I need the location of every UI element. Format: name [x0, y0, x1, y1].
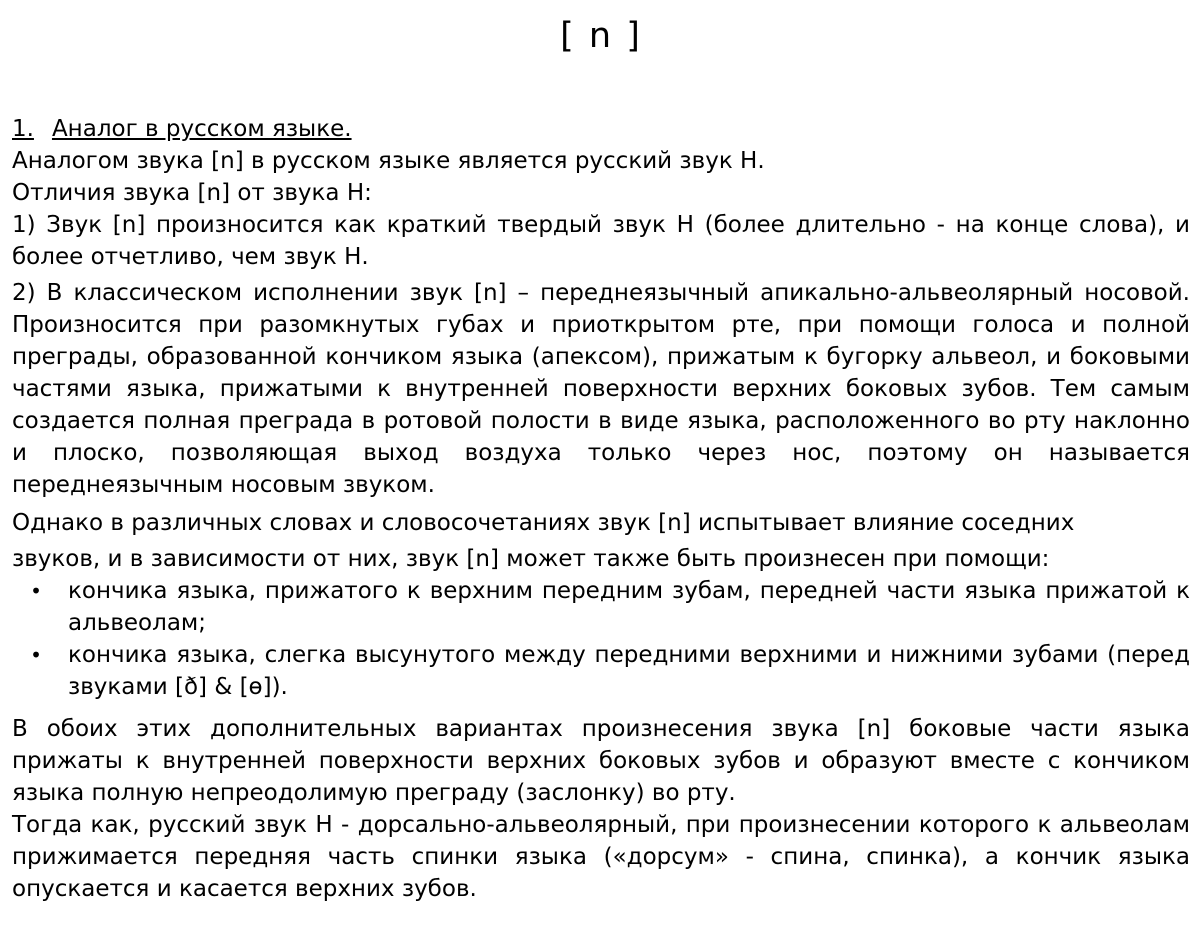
paragraph-variants-line-2: звуков, и в зависимости от них, звук [n] может также быть произнесен при помощи: [12, 546, 1050, 572]
list-item-text: кончика языка, слегка высунутого между передними верхними и нижними зубами (перед звуками [ð] & [ɵ]). [68, 642, 1190, 700]
list-item [12, 575, 1190, 639]
paragraph-analog: Аналогом звука [n] в русском языке является русский звук Н. [12, 148, 765, 174]
paragraph-additional-variants: В обоих этих дополнительных вариантах произнесения звука [n] боковые части языка прижаты к внутренней поверхности верхних боковых зубов и образуют вместе с кончиком языка полную непреодолимую преграду (заслонку) во рту. [12, 716, 1190, 806]
paragraph-russian-comparison: Тогда как, русский звук Н - дорсально-альвеолярный, при произнесении которого к альвеолам прижимается передняя часть спинки языка («дорсум» - спина, спинка), а кончик языка опускается и касается верхних зубов. [12, 812, 1190, 902]
document-page [12, 0, 1190, 946]
section-heading [12, 113, 1190, 145]
paragraph-difference-1: 1) Звук [n] произносится как краткий твердый звук Н (более длительно - на конце слова), и более отчетливо, чем звук Н. [12, 212, 1190, 270]
paragraph-variants-line-1: Однако в различных словах и словосочетаниях звук [n] испытывает влияние соседних [12, 510, 1075, 536]
variants-list [12, 575, 1190, 703]
paragraph-differences-intro: Отличия звука [n] от звука Н: [12, 180, 372, 206]
bullet-icon: • [30, 579, 42, 603]
section-number: 1. [12, 116, 34, 142]
paragraph-difference-2: 2) В классическом исполнении звук [n] – переднеязычный апикально-альвеолярный носовой. Произносится при разомкнутых губах и приоткрытом рте, при помощи голоса и полной преграды, образованной кончиком языка (апексом), прижатым к бугорку альвеол, и боковыми частями языка, прижатыми к внутренней поверхности верхних боковых зубов. Тем самым создается полная преграда в ротовой полости в виде языка, расположенного во рту наклонно и плоско, позволяющая выход воздуха только через нос, поэтому он называется переднеязычным носовым звуком. [12, 280, 1190, 498]
document-content [12, 113, 1190, 905]
list-item [12, 639, 1190, 703]
bullet-icon: • [30, 643, 42, 667]
page-title: [ n ] [560, 16, 642, 56]
section-heading-text: Аналог в русском языке. [51, 116, 352, 142]
list-item-text: кончика языка, прижатого к верхним передним зубам, передней части языка прижатой к альвеолам; [68, 578, 1190, 636]
